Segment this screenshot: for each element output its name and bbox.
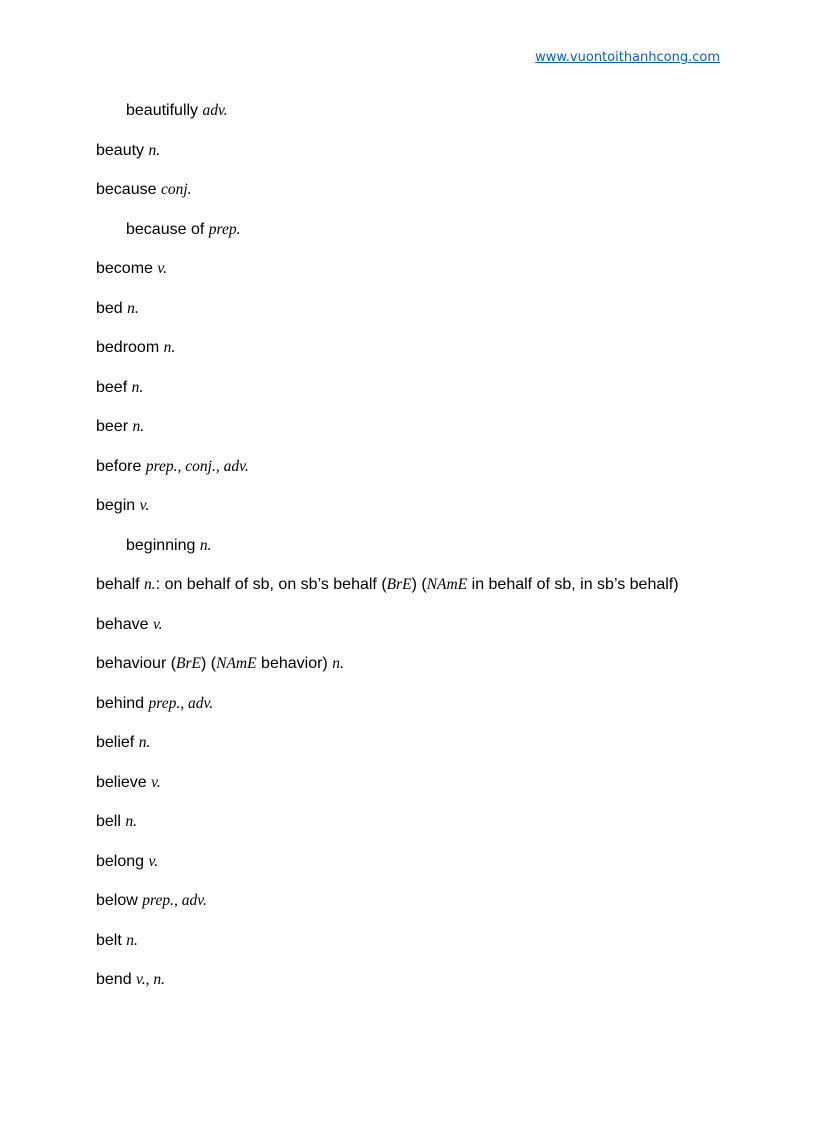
part-of-speech: prep. <box>208 220 241 238</box>
part-of-speech: conj. <box>160 181 192 198</box>
entry-text: before <box>96 457 146 475</box>
entry-text: ) ( <box>201 655 217 672</box>
word-entry <box>96 219 776 259</box>
word-entry <box>96 495 776 535</box>
entry-text: behave <box>96 615 153 633</box>
entry-text: behind <box>96 694 149 712</box>
entry-text: ) ( <box>411 576 427 593</box>
entry-text: believe <box>96 773 152 791</box>
word-entry <box>96 100 776 140</box>
entry-text: bend <box>96 971 137 988</box>
word-entry <box>96 890 776 930</box>
entry-text: belief <box>96 734 139 751</box>
word-entry <box>96 298 776 338</box>
part-of-speech: n. <box>148 141 161 159</box>
part-of-speech: n. <box>132 418 145 435</box>
part-of-speech: n. <box>199 536 212 554</box>
word-entry <box>96 811 776 851</box>
entry-text: : on behalf of sb, on sb’s behalf ( <box>155 576 387 593</box>
part-of-speech: NAmE <box>216 655 257 672</box>
word-entry <box>96 574 776 614</box>
entry-text: below <box>96 892 143 909</box>
word-entry <box>96 416 776 456</box>
part-of-speech: prep., adv. <box>142 892 207 909</box>
entry-text: belong <box>96 852 149 870</box>
part-of-speech: n. <box>126 931 138 949</box>
part-of-speech: v. <box>139 497 150 514</box>
entry-text: behavior) <box>256 655 333 672</box>
part-of-speech: v. <box>148 852 159 870</box>
word-entry <box>96 930 776 970</box>
part-of-speech: v. <box>157 260 167 277</box>
part-of-speech: n. <box>127 299 139 317</box>
part-of-speech: v. <box>151 773 161 791</box>
entry-text: beauty <box>96 141 149 159</box>
part-of-speech: v., n. <box>136 971 166 988</box>
entry-text: belt <box>96 931 127 949</box>
word-entry <box>96 693 776 733</box>
word-entry <box>96 258 776 298</box>
part-of-speech: n. <box>125 813 137 830</box>
word-list <box>96 100 776 1009</box>
word-entry <box>96 456 776 496</box>
part-of-speech: n. <box>131 378 144 396</box>
part-of-speech: n. <box>144 576 156 593</box>
part-of-speech: BrE <box>176 655 202 672</box>
word-entry <box>96 179 776 219</box>
entry-text: in behalf of sb, in sb’s behalf) <box>467 576 679 593</box>
word-entry <box>96 535 776 575</box>
entry-text: beginning <box>126 536 200 554</box>
part-of-speech: prep., conj., adv. <box>145 457 249 475</box>
entry-text: behaviour ( <box>96 655 177 672</box>
part-of-speech: prep., adv. <box>148 694 214 712</box>
entry-text: beer <box>96 418 133 435</box>
part-of-speech: n. <box>138 734 151 751</box>
part-of-speech: BrE <box>386 576 412 593</box>
word-entry <box>96 337 776 377</box>
entry-text: because of <box>126 220 209 238</box>
entry-text: beautifully <box>126 102 203 119</box>
part-of-speech: adv. <box>202 102 228 119</box>
word-entry <box>96 140 776 180</box>
entry-text: beef <box>96 378 132 396</box>
entry-text: bedroom <box>96 339 164 356</box>
entry-text: because <box>96 181 161 198</box>
word-entry <box>96 772 776 812</box>
word-entry <box>96 377 776 417</box>
entry-text: begin <box>96 497 140 514</box>
entry-text: bell <box>96 813 126 830</box>
part-of-speech: n. <box>332 655 344 672</box>
word-entry <box>96 732 776 772</box>
part-of-speech: v. <box>152 615 163 633</box>
part-of-speech: n. <box>163 339 176 356</box>
entry-text: bed <box>96 299 128 317</box>
word-entry <box>96 614 776 654</box>
word-entry <box>96 653 776 693</box>
entry-text: become <box>96 260 158 277</box>
entry-text: behalf <box>96 576 145 593</box>
word-entry <box>96 851 776 891</box>
word-entry <box>96 969 776 1009</box>
part-of-speech: NAmE <box>426 576 468 593</box>
website-link[interactable]: www.vuontoithanhcong.com <box>535 50 720 65</box>
